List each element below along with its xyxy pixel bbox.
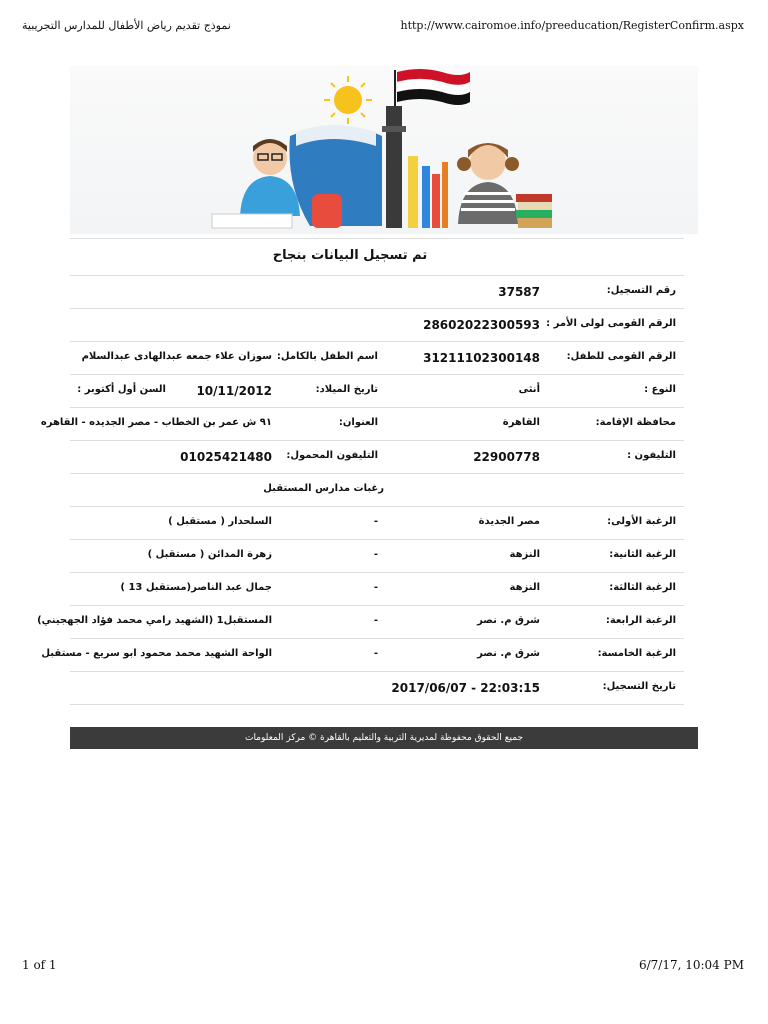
- phone-value: 22900778: [473, 450, 540, 464]
- page-url: http://www.cairomoe.info/preeducation/RegisterConfirm.aspx: [400, 19, 744, 32]
- wish-area: مصر الجديدة: [478, 516, 540, 527]
- guardian-id-row: [70, 309, 684, 342]
- wish-dash: -: [373, 648, 378, 659]
- wishes-header: رغبات مدارس المستقبل: [263, 483, 384, 494]
- address-label: العنوان:: [338, 417, 378, 428]
- wish-area: النزهة: [509, 582, 540, 593]
- address-value: ٩١ ش عمر بن الخطاب - مصر الجديده - القاهره: [40, 417, 272, 428]
- age-label: السن أول أكتوبر :: [77, 384, 166, 395]
- reg-no-value: 37587: [498, 285, 540, 299]
- reg-date-value: 2017/06/07 - 22:03:15: [391, 681, 540, 695]
- wish-row: [37, 606, 684, 639]
- header-banner: [70, 66, 698, 234]
- page-title: نموذج تقديم رياض الأطفال للمدارس التجريبية: [22, 19, 231, 32]
- wishes-header-row: [70, 474, 684, 507]
- wish-row: [70, 507, 684, 540]
- reg-date-label: تاريخ التسجيل:: [602, 681, 676, 692]
- registration-summary: [37, 238, 684, 705]
- reg-date-row: [70, 672, 684, 705]
- dob-label: تاريخ الميلاد:: [315, 384, 378, 395]
- wish-label: الرغبة الرابعة:: [605, 615, 676, 626]
- governorate-value: القاهرة: [502, 417, 540, 428]
- wish-school: زهرة المدائن ( مستقبل ): [147, 549, 272, 560]
- banner-illustration: [70, 66, 698, 234]
- reg-no-row: [70, 276, 684, 309]
- print-timestamp: 6/7/17, 10:04 PM: [638, 958, 744, 972]
- wish-label: الرغبة الأولى:: [607, 516, 676, 527]
- wish-area: شرق م. نصر: [477, 615, 540, 626]
- wish-label: الرغبة الثالثة:: [609, 582, 676, 593]
- wish-row: [70, 540, 684, 573]
- phone-label: التليفون :: [627, 450, 676, 461]
- success-title: تم تسجيل البيانات بنجاح: [272, 248, 428, 263]
- governorate-label: محافظة الإقامة:: [595, 417, 676, 428]
- child-id-value: 31211102300148: [423, 351, 540, 365]
- reg-no-label: رقم التسجيل:: [606, 285, 676, 296]
- guardian-id-label: الرقم القومى لولى الأمر :: [546, 318, 676, 329]
- title-row: [70, 238, 684, 276]
- wish-area: شرق م. نصر: [477, 648, 540, 659]
- mobile-value: 01025421480: [180, 450, 272, 464]
- guardian-id-value: 28602022300593: [423, 318, 540, 332]
- wish-school: الواحة الشهيد محمد محمود ابو سريع - مستقبل: [41, 648, 272, 659]
- wish-school: المستقبل1 (الشهيد رامي محمد فؤاد الجهجيني): [37, 615, 272, 626]
- wish-area: النزهة: [509, 549, 540, 560]
- child-name-label: اسم الطفل بالكامل:: [276, 351, 378, 362]
- wish-row: [41, 639, 684, 672]
- gender-value: أنثى: [518, 384, 540, 395]
- wish-school: جمال عبد الناصر(مستقبل 13 ): [120, 582, 272, 593]
- gender-label: النوع :: [644, 384, 676, 395]
- wish-dash: -: [373, 516, 378, 527]
- page-count: 1 of 1: [22, 958, 57, 972]
- mobile-label: التليفون المحمول:: [286, 450, 378, 461]
- child-name-value: سوزان علاء جمعه عبدالهادى عبدالسلام: [81, 351, 272, 362]
- copyright-bar: جميع الحقوق محفوظة لمديرية التربية والتعليم بالقاهرة © مركز المعلومات: [70, 727, 698, 749]
- wish-dash: -: [373, 582, 378, 593]
- wish-school: السلحدار ( مستقبل ): [168, 516, 272, 527]
- wish-label: الرغبة الخامسة:: [597, 648, 676, 659]
- wish-label: الرغبة الثانية:: [609, 549, 676, 560]
- dob-value: 10/11/2012: [196, 384, 272, 398]
- gender-row: [70, 375, 684, 408]
- wish-row: [70, 573, 684, 606]
- wish-dash: -: [373, 549, 378, 560]
- residence-row: [40, 408, 684, 441]
- child-row: [70, 342, 684, 375]
- wish-dash: -: [373, 615, 378, 626]
- child-id-label: الرقم القومى للطفل:: [566, 351, 676, 362]
- phone-row: [70, 441, 684, 474]
